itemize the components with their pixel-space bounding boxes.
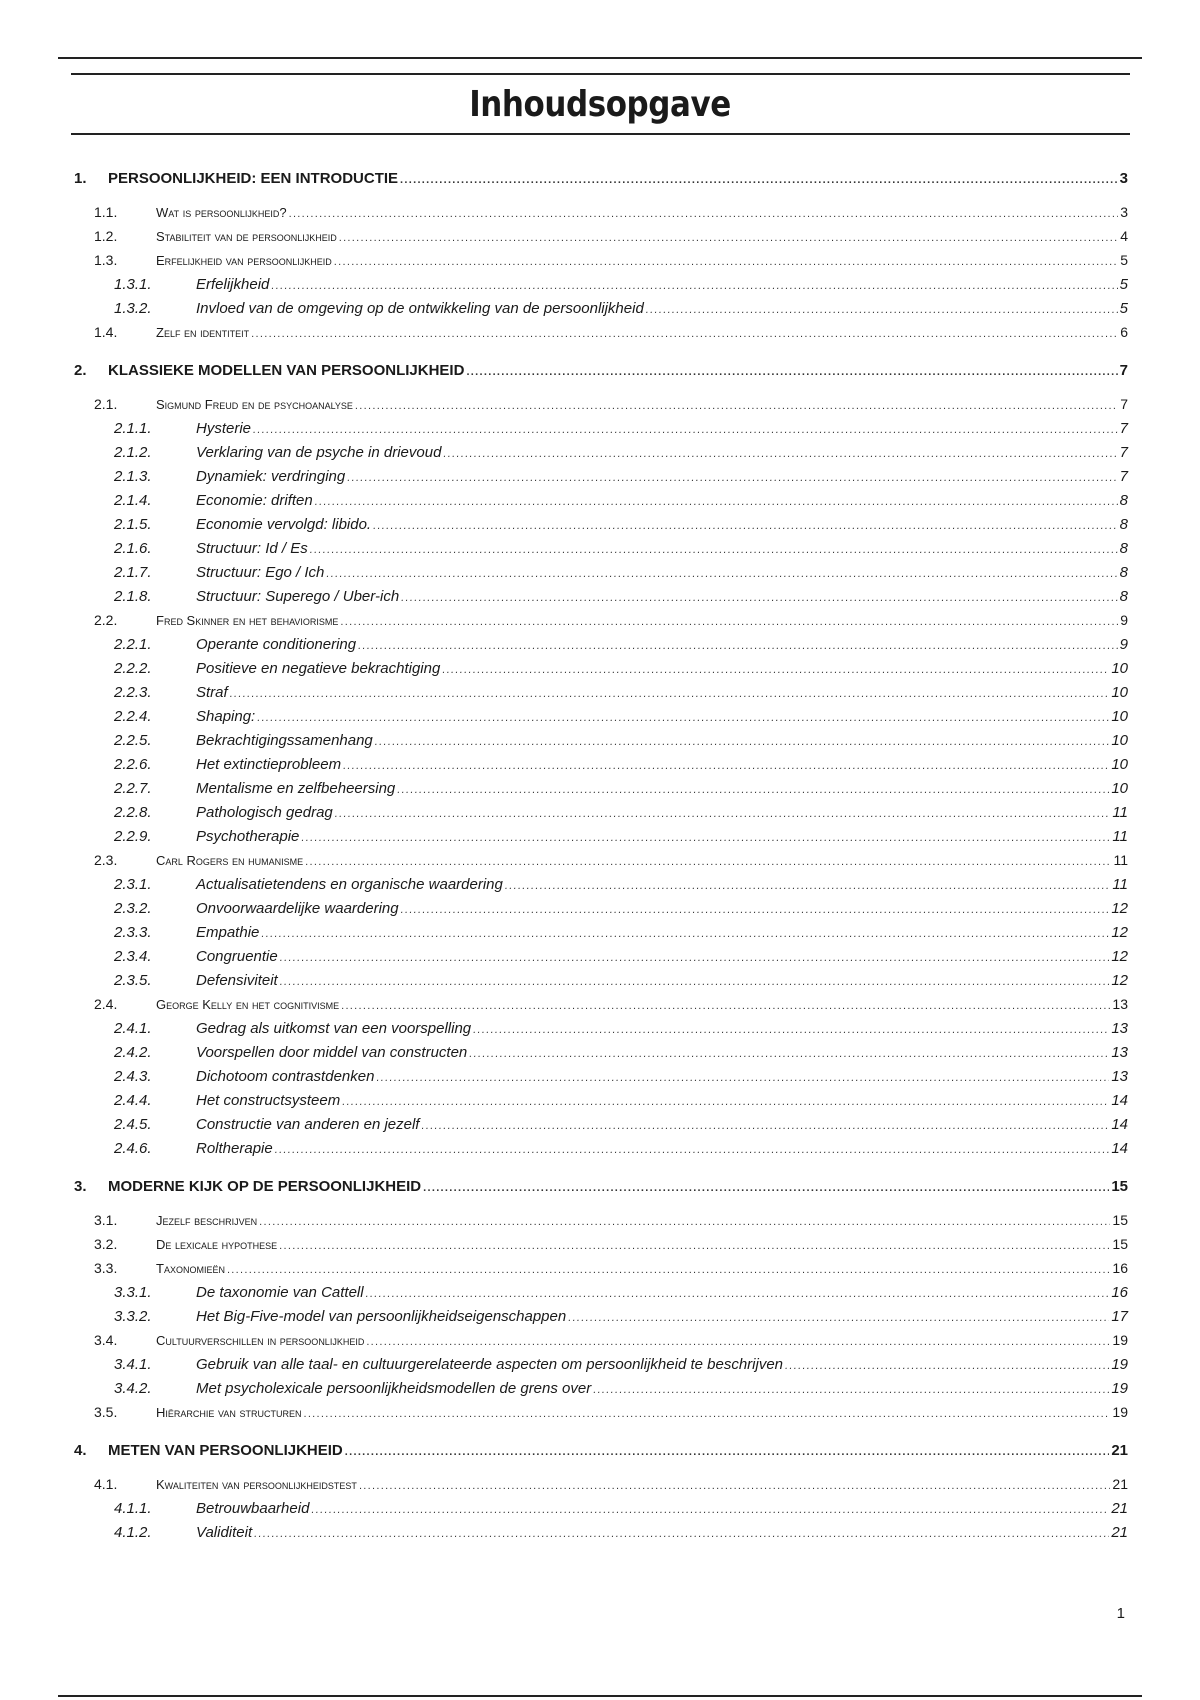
toc-entry-2-1-2[interactable] [74,444,1128,468]
toc-entry-3-4[interactable] [74,1332,1128,1356]
toc-entry-2-1-6[interactable] [74,540,1128,564]
toc-entry-number: 1.1. [94,204,118,220]
toc-entry-3-4-2[interactable] [74,1380,1128,1404]
toc-entry-2-2-3[interactable] [74,684,1128,708]
toc-entry-2-3-3[interactable] [74,924,1128,948]
toc-entry-page: 15 [1112,1236,1128,1252]
toc-dot-leader [473,1024,1109,1036]
toc-entry-page: 8 [1119,540,1128,557]
toc-entry-number: 2.3.5. [114,972,152,989]
toc-entry-page: 5 [1119,276,1128,293]
toc-dot-leader [421,1120,1109,1132]
toc-entry-page: 7 [1119,468,1128,485]
toc-entry-number: 2.3.4. [114,948,152,965]
toc-entry-page: 15 [1111,1178,1128,1195]
toc-entry-page: 21 [1111,1500,1128,1517]
toc-entry-3-3-1[interactable] [74,1284,1128,1308]
toc-entry-number: 2.2. [94,612,118,628]
toc-dot-leader [400,174,1118,186]
toc-entry-label: Positieve en negatieve bekrachtiging [196,660,441,677]
toc-dot-leader [311,1504,1109,1516]
toc-entry-label: Congruentie [196,948,278,965]
toc-entry-page: 21 [1112,1476,1128,1492]
toc-entry-page: 16 [1112,1260,1128,1276]
page-title: Inhoudsopgave [469,84,731,125]
toc-entry-number: 2.3. [94,852,118,868]
toc-entry-label: Fred Skinner en het behaviorisme [156,613,339,628]
toc-dot-leader [358,640,1118,652]
toc-dot-leader [251,328,1118,340]
toc-entry-label: Stabiliteit van de persoonlijkheid [156,229,337,244]
toc-entry-page: 12 [1111,948,1128,965]
toc-entry-page: 10 [1111,684,1128,701]
toc-entry-number: 1.4. [94,324,118,340]
toc-entry-label: Economie: driften [196,492,313,509]
toc-entry-3-3[interactable] [74,1260,1128,1284]
toc-entry-1-3-2[interactable] [74,300,1128,324]
toc-entry-label: Hysterie [196,420,252,437]
toc-entry-2-3-5[interactable] [74,972,1128,996]
toc-dot-leader [280,976,1110,988]
toc-entry-number: 2.2.3. [114,684,152,701]
toc-entry-page: 13 [1111,1020,1128,1037]
toc-dot-leader [466,366,1117,378]
toc-entry-page: 7 [1119,420,1128,437]
toc-entry-number: 1.3. [94,252,118,268]
toc-entry-2-1[interactable] [74,396,1128,420]
toc-dot-leader [303,1408,1110,1420]
toc-entry-2-2-2[interactable] [74,660,1128,684]
toc-entry-label: Operante conditionering [196,636,357,653]
toc-entry-label: Verklaring van de psyche in drievoud [196,444,442,461]
toc-entry-page: 14 [1111,1140,1128,1157]
toc-entry-page: 3 [1120,204,1128,220]
toc-entry-number: 3.5. [94,1404,118,1420]
toc-entry-label: Mentalisme en zelfbeheersing [196,780,396,797]
toc-entry-label: Met psycholexicale persoonlijkheidsmodellen de grens over [196,1380,592,1397]
toc-entry-2-2-4[interactable] [74,708,1128,732]
toc-entry-label: Straf [196,684,228,701]
toc-entry-page: 13 [1111,1044,1128,1061]
toc-entry-number: 4.1. [94,1476,118,1492]
toc-entry-2-2-7[interactable] [74,780,1128,804]
toc-entry-page: 12 [1111,972,1128,989]
toc-entry-2-4-3[interactable] [74,1068,1128,1092]
toc-entry-number: 2.1.3. [114,468,152,485]
toc-dot-leader [253,424,1118,436]
toc-entry-number: 3.3.2. [114,1308,152,1325]
toc-dot-leader [261,928,1109,940]
toc-entry-1-4[interactable] [74,324,1128,348]
toc-entry-2-3[interactable] [74,852,1128,876]
toc-entry-page: 7 [1120,396,1128,412]
toc-entry-label: Het extinctieprobleem [196,756,342,773]
toc-dot-leader [469,1048,1109,1060]
toc-entry-2-2-9[interactable] [74,828,1128,852]
toc-entry-2-4[interactable] [74,996,1128,1020]
toc-entry-page: 11 [1113,852,1128,868]
toc-entry-number: 2.2.9. [114,828,152,845]
toc-entry-2-2-5[interactable] [74,732,1128,756]
title-bottom-rule [71,133,1130,135]
toc-entry-number: 2.1.4. [114,492,152,509]
toc-entry-2-3-4[interactable] [74,948,1128,972]
toc-entry-number: 2.1.5. [114,516,152,533]
toc-entry-page: 19 [1111,1380,1128,1397]
toc-dot-leader [355,400,1118,412]
toc-entry-number: 2.2.4. [114,708,152,725]
toc-dot-leader [230,688,1110,700]
toc-entry-number: 2.4.6. [114,1140,152,1157]
toc-entry-number: 3.1. [94,1212,118,1228]
toc-entry-2-4-4[interactable] [74,1092,1128,1116]
toc-entry-label: Erfelijkheid [196,276,270,293]
toc-entry-1-2[interactable] [74,228,1128,252]
toc-dot-leader [375,736,1110,748]
toc-dot-leader [343,760,1109,772]
toc-entry-page: 5 [1119,300,1128,317]
toc-entry-number: 2.4.3. [114,1068,152,1085]
toc-dot-leader [505,880,1111,892]
toc-entry-label: Carl Rogers en humanisme [156,853,304,868]
toc-entry-label: Pathologisch gedrag [196,804,333,821]
toc-dot-leader [334,256,1118,268]
toc-entry-label: Kwaliteiten van persoonlijkheidstest [156,1477,357,1492]
toc-entry-page: 8 [1119,516,1128,533]
toc-dot-leader [305,856,1111,868]
toc-entry-number: 2.4.5. [114,1116,152,1133]
bottom-rule [58,1695,1142,1697]
toc-entry-page: 21 [1111,1442,1128,1459]
toc-dot-leader [259,1216,1110,1228]
toc-entry-1-1[interactable] [74,204,1128,228]
toc-entry-label: Jezelf beschrijven [156,1213,258,1228]
toc-entry-number: 2.2.5. [114,732,152,749]
toc-entry-page: 10 [1111,780,1128,797]
toc-entry-2-2-1[interactable] [74,636,1128,660]
toc-entry-label: Validiteit [196,1524,253,1541]
toc-entry-label: De lexicale hypothese [156,1237,278,1252]
page-number: 1 [1116,1605,1125,1622]
toc-dot-leader [340,616,1118,628]
toc-entry-2-3-2[interactable] [74,900,1128,924]
toc-entry-number: 3.4. [94,1332,118,1348]
toc-entry-number: 2.3.3. [114,924,152,941]
toc-entry-3-4-1[interactable] [74,1356,1128,1380]
toc-entry-2-3-1[interactable] [74,876,1128,900]
toc-dot-leader [301,832,1110,844]
toc-entry-page: 11 [1112,828,1128,845]
toc-dot-leader [442,664,1109,676]
toc-entry-1-3-1[interactable] [74,276,1128,300]
toc-entry-page: 14 [1111,1116,1128,1133]
toc-dot-leader [275,1144,1110,1156]
toc-entry-4-1-2[interactable] [74,1524,1128,1548]
toc-entry-label: Wat is persoonlijkheid? [156,205,287,220]
toc-dot-leader [373,520,1118,532]
toc-entry-label: Invloed van de omgeving op de ontwikkeling van de persoonlijkheid [196,300,644,317]
toc-dot-leader [423,1182,1109,1194]
toc-dot-leader [345,1446,1110,1458]
toc-dot-leader [347,472,1117,484]
toc-dot-leader [366,1288,1110,1300]
toc-dot-leader [376,1072,1109,1084]
toc-entry-label: Voorspellen door middel van constructen [196,1044,468,1061]
toc-entry-2-1-5[interactable] [74,516,1128,540]
toc-entry-number: 2.1. [94,396,118,412]
toc-entry-label: Defensiviteit [196,972,278,989]
toc-entry-number: 3.4.1. [114,1356,152,1373]
toc-entry-label: Betrouwbaarheid [196,1500,310,1517]
toc-dot-leader [271,280,1117,292]
toc-entry-page: 4 [1120,228,1128,244]
toc-entry-2-1-4[interactable] [74,492,1128,516]
toc-entry-page: 8 [1119,588,1128,605]
toc-dot-leader [593,1384,1109,1396]
toc-dot-leader [227,1264,1110,1276]
top-rule [58,57,1142,59]
toc-entry-page: 21 [1111,1524,1128,1541]
toc-entry-label: Structuur: Id / Es [196,540,308,557]
toc-entry-label: George Kelly en het cognitivisme [156,997,340,1012]
toc-entry-number: 2.4.2. [114,1044,152,1061]
toc-entry-number: 2.2.1. [114,636,152,653]
toc-entry-page: 9 [1119,636,1128,653]
toc-dot-leader [326,568,1117,580]
toc-entry-label: Actualisatietendens en organische waardering [196,876,503,893]
toc-entry-page: 6 [1120,324,1128,340]
toc-entry-page: 10 [1111,756,1128,773]
toc-entry-label: Gedrag als uitkomst van een voorspelling [196,1020,472,1037]
toc-entry-label: Dynamiek: verdringing [196,468,346,485]
toc-entry-page: 11 [1112,876,1128,893]
toc-entry-label: Structuur: Superego / Uber-ich [196,588,400,605]
toc-entry-4-1[interactable] [74,1476,1128,1500]
toc-dot-leader [310,544,1118,556]
toc-entry-page: 10 [1111,708,1128,725]
toc-dot-leader [646,304,1118,316]
toc-entry-page: 7 [1119,444,1128,461]
toc-entry-number: 4.1.2. [114,1524,152,1541]
title-top-rule [71,73,1130,75]
toc-dot-leader [280,952,1110,964]
toc-entry-label: Structuur: Ego / Ich [196,564,325,581]
toc-entry-page: 19 [1111,1356,1128,1373]
toc-entry-2-2-6[interactable] [74,756,1128,780]
toc-entry-2-2-8[interactable] [74,804,1128,828]
toc-dot-leader [401,592,1117,604]
toc-dot-leader [289,208,1119,220]
toc-dot-leader [359,1480,1110,1492]
toc-entry-number: 2.1.7. [114,564,152,581]
toc-entry-number: 4.1.1. [114,1500,152,1517]
toc-entry-label: Hiërarchie van structuren [156,1405,302,1420]
toc-entry-page: 19 [1112,1404,1128,1420]
toc-dot-leader [401,904,1110,916]
toc-dot-leader [397,784,1109,796]
toc-entry-page: 10 [1111,732,1128,749]
toc-dot-leader [254,1528,1109,1540]
toc-entry-label: Empathie [196,924,260,941]
toc-entry-number: 2.3.1. [114,876,152,893]
toc-entry-label: De taxonomie van Cattell [196,1284,364,1301]
toc-entry-number: 2.2.6. [114,756,152,773]
toc-entry-label: Gebruik van alle taal- en cultuurgerelateerde aspecten om persoonlijkheid te beschrijven [196,1356,784,1373]
toc-entry-page: 8 [1119,492,1128,509]
toc-dot-leader [342,1096,1109,1108]
toc-entry-2-1-8[interactable] [74,588,1128,612]
toc-entry-1[interactable] [74,170,1128,194]
toc-entry-label: Bekrachtigingssamenhang [196,732,373,749]
toc-entry-2[interactable] [74,362,1128,386]
toc-entry-4-1-1[interactable] [74,1500,1128,1524]
toc-entry-4[interactable] [74,1442,1128,1466]
toc-entry-2-1-3[interactable] [74,468,1128,492]
toc-entry-number: 2.1.1. [114,420,152,437]
toc-entry-label: Zelf en identiteit [156,325,250,340]
toc-dot-leader [335,808,1111,820]
toc-entry-page: 8 [1119,564,1128,581]
toc-entry-number: 4. [74,1442,87,1459]
toc-entry-number: 2.4.1. [114,1020,152,1037]
toc-entry-2-4-2[interactable] [74,1044,1128,1068]
toc-entry-2-4-5[interactable] [74,1116,1128,1140]
toc-dot-leader [443,448,1117,460]
toc-entry-3-1[interactable] [74,1212,1128,1236]
toc-entry-label: Sigmund Freud en de psychoanalyse [156,397,353,412]
toc-entry-label: Dichotoom contrastdenken [196,1068,375,1085]
toc-entry-3-5[interactable] [74,1404,1128,1428]
toc-entry-3-3-2[interactable] [74,1308,1128,1332]
toc-entry-page: 17 [1111,1308,1128,1325]
toc-entry-2-1-7[interactable] [74,564,1128,588]
toc-entry-page: 9 [1120,612,1128,628]
toc-entry-number: 3.4.2. [114,1380,152,1397]
toc-entry-2-4-1[interactable] [74,1020,1128,1044]
toc-entry-label: Economie vervolgd: libido. [196,516,372,533]
toc-dot-leader [341,1000,1110,1012]
toc-entry-label: METEN VAN PERSOONLIJKHEID [108,1442,343,1459]
toc-entry-number: 1.3.1. [114,276,152,293]
toc-entry-label: Constructie van anderen en jezelf [196,1116,420,1133]
toc-dot-leader [785,1360,1109,1372]
toc-entry-number: 1. [74,170,87,187]
toc-entry-number: 2.1.6. [114,540,152,557]
toc-entry-2-4-6[interactable] [74,1140,1128,1164]
toc-dot-leader [279,1240,1110,1252]
toc-entry-label: Shaping: [196,708,256,725]
toc-entry-label: Taxonomieën [156,1261,225,1276]
toc-entry-label: Het constructsysteem [196,1092,341,1109]
toc-entry-page: 11 [1112,804,1128,821]
toc-entry-label: Cultuurverschillen in persoonlijkheid [156,1333,365,1348]
toc-entry-page: 10 [1111,660,1128,677]
toc-entry-number: 1.3.2. [114,300,152,317]
toc-entry-page: 3 [1119,170,1128,187]
toc-entry-label: KLASSIEKE MODELLEN VAN PERSOONLIJKHEID [108,362,465,379]
toc-dot-leader [257,712,1109,724]
toc-entry-2-1-1[interactable] [74,420,1128,444]
toc-entry-number: 2.3.2. [114,900,152,917]
toc-entry-number: 2.4. [94,996,118,1012]
toc-entry-number: 2.2.8. [114,804,152,821]
toc-entry-3[interactable] [74,1178,1128,1202]
toc-entry-page: 12 [1111,924,1128,941]
toc-entry-label: MODERNE KIJK OP DE PERSOONLIJKHEID [108,1178,422,1195]
toc-entry-number: 2.2.2. [114,660,152,677]
toc-entry-page: 14 [1111,1092,1128,1109]
toc-entry-number: 2. [74,362,87,379]
toc-entry-number: 3.3.1. [114,1284,152,1301]
toc-entry-number: 2.1.2. [114,444,152,461]
toc-dot-leader [366,1336,1110,1348]
toc-dot-leader [339,232,1118,244]
toc-entry-label: Psychotherapie [196,828,300,845]
toc-entry-number: 3.2. [94,1236,118,1252]
toc-entry-number: 3. [74,1178,87,1195]
toc-entry-number: 1.2. [94,228,118,244]
toc-dot-leader [315,496,1118,508]
toc-entry-label: Erfelijkheid van persoonlijkheid [156,253,332,268]
toc-entry-page: 19 [1112,1332,1128,1348]
toc-entry-number: 2.2.7. [114,780,152,797]
toc-dot-leader [568,1312,1109,1324]
table-of-contents [74,170,1128,1548]
toc-entry-number: 2.1.8. [114,588,152,605]
toc-entry-1-3[interactable] [74,252,1128,276]
toc-entry-label: Onvoorwaardelijke waardering [196,900,399,917]
toc-entry-page: 7 [1119,362,1128,379]
toc-entry-label: Het Big-Five-model van persoonlijkheidseigenschappen [196,1308,567,1325]
toc-entry-3-2[interactable] [74,1236,1128,1260]
toc-entry-label: Roltherapie [196,1140,273,1157]
toc-entry-page: 16 [1111,1284,1128,1301]
toc-entry-page: 5 [1120,252,1128,268]
toc-entry-2-2[interactable] [74,612,1128,636]
toc-entry-page: 13 [1112,996,1128,1012]
toc-entry-page: 15 [1112,1212,1128,1228]
toc-entry-number: 3.3. [94,1260,118,1276]
toc-entry-number: 2.4.4. [114,1092,152,1109]
toc-entry-label: PERSOONLIJKHEID: EEN INTRODUCTIE [108,170,399,187]
toc-entry-page: 12 [1111,900,1128,917]
toc-entry-page: 13 [1111,1068,1128,1085]
